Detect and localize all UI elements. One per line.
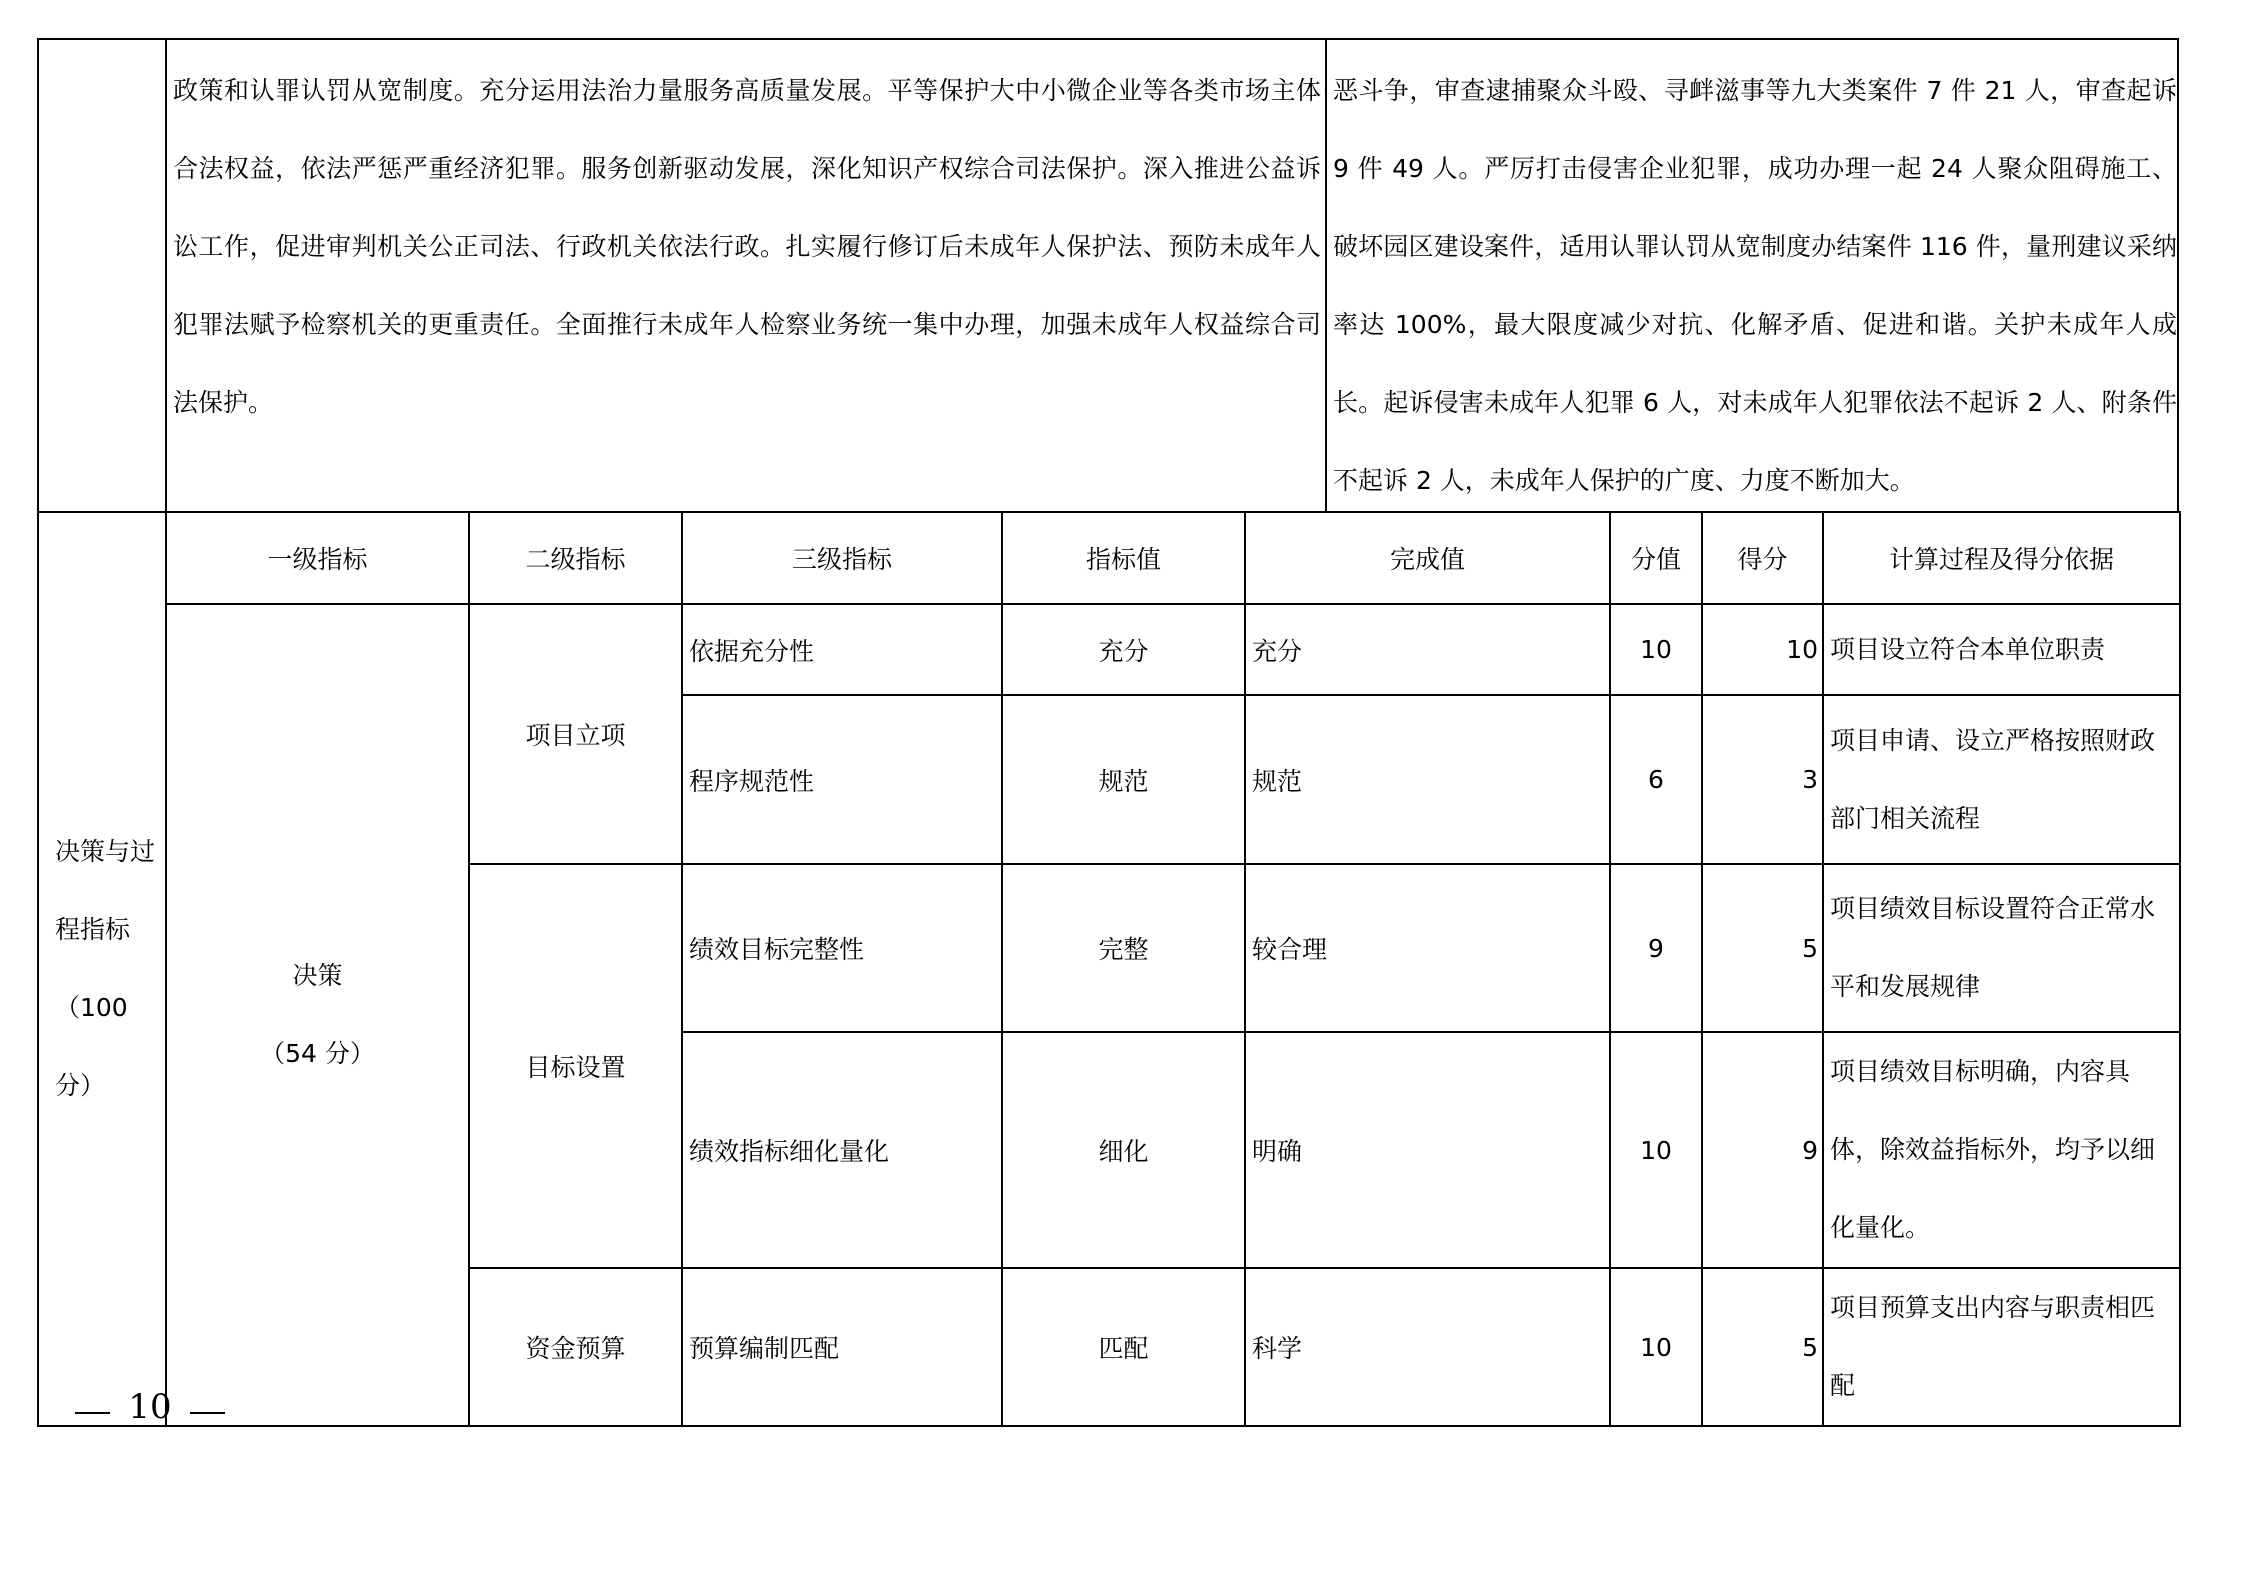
level2-goal-setting: 目标设置 — [469, 864, 682, 1268]
level3-indicator: 依据充分性 — [682, 604, 1002, 695]
header-basis: 计算过程及得分依据 — [1823, 512, 2180, 604]
indicator-table — [37, 511, 2181, 1427]
score-value: 10 — [1702, 604, 1823, 695]
header-level1: 一级指标 — [166, 512, 469, 604]
column-divider — [1325, 40, 1327, 511]
level3-indicator: 程序规范性 — [682, 695, 1002, 864]
scoring-basis: 项目绩效目标明确，内容具体，除效益指标外，均予以细化量化。 — [1823, 1032, 2180, 1268]
weight-value: 10 — [1610, 1268, 1702, 1426]
header-actual: 完成值 — [1245, 512, 1610, 604]
scoring-basis: 项目绩效目标设置符合正常水平和发展规律 — [1823, 864, 2180, 1032]
weight-value: 6 — [1610, 695, 1702, 864]
page-number-text: 10 — [128, 1387, 172, 1427]
narrative-box — [37, 38, 2179, 513]
level3-indicator: 预算编制匹配 — [682, 1268, 1002, 1426]
page-number-dash — [75, 1412, 110, 1414]
level2-project-approval: 项目立项 — [469, 604, 682, 864]
weight-value: 9 — [1610, 864, 1702, 1032]
score-value: 9 — [1702, 1032, 1823, 1268]
policy-paragraph: 政策和认罪认罚从宽制度。充分运用法治力量服务高质量发展。平等保护大中小微企业等各类市场主体合法权益，依法严惩严重经济犯罪。服务创新驱动发展，深化知识产权综合司法保护。深入推进公益诉讼工作，促进审判机关公正司法、行政机关依法行政。扎实履行修订后未成年人保护法、预防未成年人犯罪法赋予检察机关的更重责任。全面推行未成年人检察业务统一集中办理，加强未成年人权益综合司法保护。 — [173, 76, 1321, 417]
scoring-basis: 项目设立符合本单位职责 — [1823, 604, 2180, 695]
target-value: 匹配 — [1002, 1268, 1245, 1426]
side-category-label: 决策与过 程指标 （100 分） — [38, 512, 166, 1426]
header-target: 指标值 — [1002, 512, 1245, 604]
actual-value: 科学 — [1245, 1268, 1610, 1426]
header-weight: 分值 — [1610, 512, 1702, 604]
target-value: 细化 — [1002, 1032, 1245, 1268]
level2-budget: 资金预算 — [469, 1268, 682, 1426]
scoring-basis: 项目申请、设立严格按照财政部门相关流程 — [1823, 695, 2180, 864]
actual-value: 较合理 — [1245, 864, 1610, 1032]
header-score: 得分 — [1702, 512, 1823, 604]
column-divider — [165, 40, 167, 511]
table-row — [38, 604, 2180, 695]
target-value: 完整 — [1002, 864, 1245, 1032]
level3-indicator: 绩效指标细化量化 — [682, 1032, 1002, 1268]
target-value: 充分 — [1002, 604, 1245, 695]
level1-decision: 决策 （54 分） — [166, 604, 469, 1426]
scoring-basis: 项目预算支出内容与职责相匹配 — [1823, 1268, 2180, 1426]
score-value: 5 — [1702, 1268, 1823, 1426]
header-level2: 二级指标 — [469, 512, 682, 604]
page-number — [75, 1382, 235, 1442]
header-row — [38, 512, 2180, 604]
actual-value: 充分 — [1245, 604, 1610, 695]
target-value: 规范 — [1002, 695, 1245, 864]
page-number-dash — [190, 1412, 225, 1414]
level3-indicator: 绩效目标完整性 — [682, 864, 1002, 1032]
results-paragraph: 恶斗争，审查逮捕聚众斗殴、寻衅滋事等九大类案件 7 件 21 人，审查起诉 9 件 49 人。严厉打击侵害企业犯罪，成功办理一起 24 人聚众阻碍施工、破坏园区建设案件，适用认罪认罚从宽制度办结案件 116 件，量刑建议采纳率达 100%，最大限度减少对抗、化解矛盾、促进和谐。关护未成年人成长。起诉侵害未成年人犯罪 6 人，对未成年人犯罪依法不起诉 2 人、附条件不起诉 2 人，未成年人保护的广度、力度不断加大。 — [1333, 76, 2177, 495]
weight-value: 10 — [1610, 604, 1702, 695]
actual-value: 明确 — [1245, 1032, 1610, 1268]
header-level3: 三级指标 — [682, 512, 1002, 604]
actual-value: 规范 — [1245, 695, 1610, 864]
score-value: 3 — [1702, 695, 1823, 864]
score-value: 5 — [1702, 864, 1823, 1032]
weight-value: 10 — [1610, 1032, 1702, 1268]
